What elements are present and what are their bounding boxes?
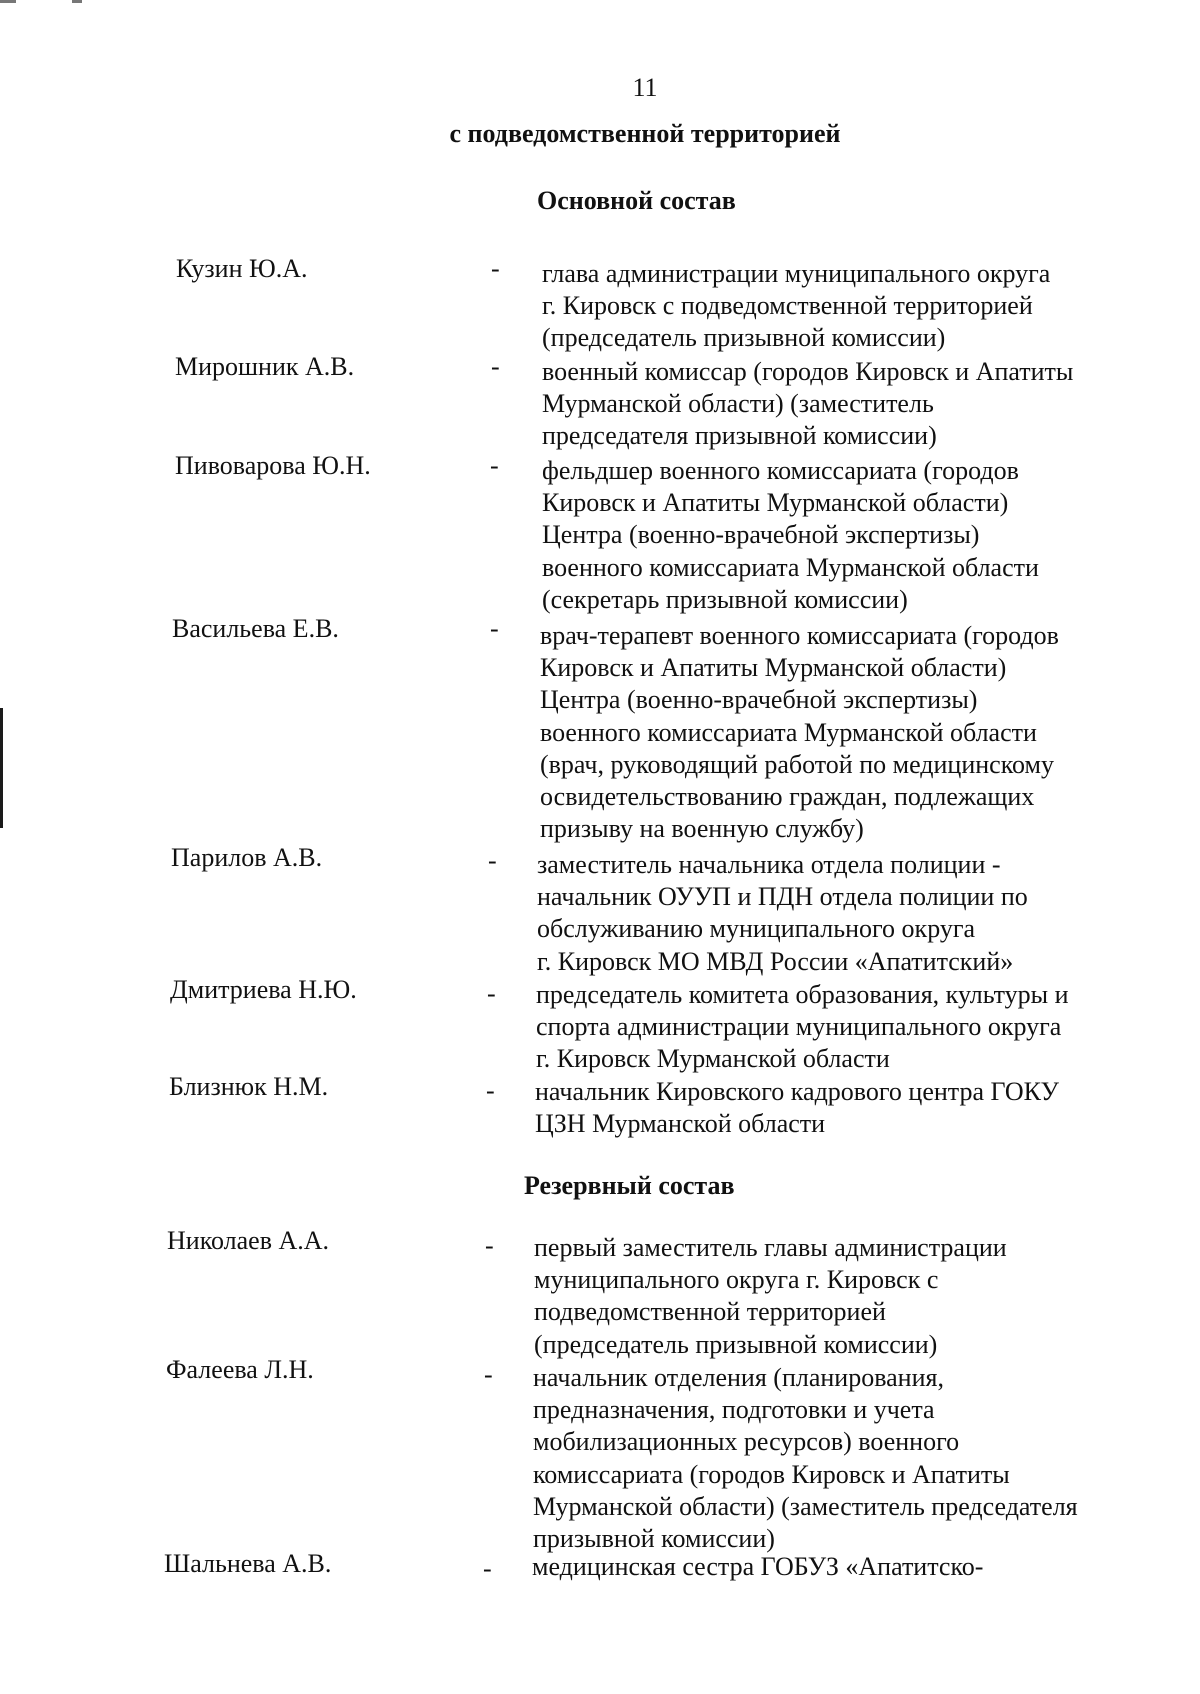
member-dash: -: [486, 1076, 495, 1105]
member-dash: -: [490, 614, 499, 643]
member-role: [536, 979, 1156, 1076]
role-line: начальник отделения (планирования,: [533, 1363, 944, 1392]
role-line: комиссариата (городов Кировск и Апатиты: [533, 1459, 1010, 1489]
member-dash: -: [491, 254, 500, 283]
member-role: [542, 258, 1162, 355]
section-title-reserve: Резервный состав: [524, 1171, 735, 1200]
role-line: г. Кировск с подведомственной территорией: [542, 291, 1033, 321]
role-line: г. Кировск МО МВД России «Апатитский»: [537, 946, 1014, 976]
member-name: Близнюк Н.М.: [169, 1072, 329, 1101]
role-line: Центра (военно-врачебной экспертизы): [540, 685, 978, 715]
role-line: врач-терапевт военного комиссариата (городов: [540, 621, 1059, 650]
role-line: предназначения, подготовки и учета: [533, 1395, 935, 1425]
role-line: председатель комитета образования, культуры и: [536, 980, 1069, 1009]
role-line: Мурманской области) (заместитель: [542, 389, 934, 419]
role-line: освидетельствованию граждан, подлежащих: [540, 782, 1035, 812]
member-name: Кузин Ю.А.: [176, 254, 308, 283]
role-line: заместитель начальника отдела полиции -: [537, 850, 1001, 879]
role-line: военный комиссар (городов Кировск и Апатиты: [542, 357, 1074, 386]
role-line: мобилизационных ресурсов) военного: [533, 1427, 960, 1457]
member-role: [533, 1362, 1153, 1555]
role-line: военного комиссариата Мурманской области: [540, 717, 1037, 747]
role-line: Мурманской области) (заместитель председателя: [533, 1491, 1078, 1521]
member-dash: -: [488, 846, 497, 875]
role-line: муниципального округа г. Кировск с: [534, 1265, 939, 1295]
member-name: Васильева Е.В.: [172, 614, 339, 643]
role-line: фельдшер военного комиссариата (городов: [542, 456, 1019, 485]
member-dash: -: [487, 979, 496, 1008]
member-name: Дмитриева Н.Ю.: [170, 975, 357, 1004]
member-role: [540, 620, 1160, 845]
role-line: Кировск и Апатиты Мурманской области): [542, 488, 1009, 518]
scan-edge-mark-left: [0, 708, 3, 828]
role-line: обслуживанию муниципального округа: [537, 914, 976, 944]
role-line: начальник Кировского кадрового центра ГОКУ: [535, 1077, 1059, 1106]
member-role: [535, 1076, 1155, 1140]
role-line: (председатель призывной комиссии): [542, 323, 946, 353]
role-line: военного комиссариата Мурманской области: [542, 552, 1039, 582]
role-line: Центра (военно-врачебной экспертизы): [542, 520, 980, 550]
role-line: призывной комиссии): [533, 1524, 775, 1554]
role-line: призыву на военную службу): [540, 814, 864, 844]
role-line: (секретарь призывной комиссии): [542, 584, 908, 614]
role-line: (председатель призывной комиссии): [534, 1329, 938, 1359]
role-line: начальник ОУУП и ПДН отдела полиции по: [537, 882, 1028, 912]
role-line: (врач, руководящий работой по медицинскому: [540, 749, 1054, 779]
member-role: [534, 1232, 1154, 1361]
role-line: спорта администрации муниципального округа: [536, 1012, 1062, 1042]
role-line: ЦЗН Мурманской области: [535, 1109, 826, 1139]
member-dash: -: [491, 352, 500, 381]
member-name: Мирошник А.В.: [175, 352, 355, 381]
role-line: подведомственной территорией: [534, 1297, 886, 1327]
member-name: Пивоварова Ю.Н.: [175, 451, 371, 480]
member-dash: -: [485, 1231, 494, 1260]
member-role: [532, 1551, 1152, 1583]
member-name: Николаев А.А.: [167, 1226, 330, 1255]
role-line: председателя призывной комиссии): [542, 421, 937, 451]
member-role: [537, 849, 1157, 978]
section-title-main: Основной состав: [537, 186, 736, 215]
member-role: [542, 356, 1162, 453]
scan-edge-mark-top-left-2: [72, 0, 82, 3]
scan-edge-mark-top-left: [0, 0, 16, 3]
member-dash: -: [490, 451, 499, 480]
member-name: Парилов А.В.: [171, 843, 323, 872]
member-name: Фалеева Л.Н.: [166, 1355, 314, 1384]
page-number: 11: [632, 73, 658, 102]
role-line: Кировск и Апатиты Мурманской области): [540, 653, 1007, 683]
role-line: глава администрации муниципального округа: [542, 259, 1051, 288]
member-dash: -: [484, 1360, 493, 1389]
role-line: медицинская сестра ГОБУЗ «Апатитско-: [532, 1552, 984, 1581]
role-line: первый заместитель главы администрации: [534, 1233, 1007, 1262]
member-dash: -: [483, 1554, 492, 1583]
member-role: [542, 455, 1162, 616]
document-heading: с подведомственной территорией: [449, 119, 841, 148]
role-line: г. Кировск Мурманской области: [536, 1044, 890, 1074]
member-name: Шальнева А.В.: [164, 1549, 332, 1578]
